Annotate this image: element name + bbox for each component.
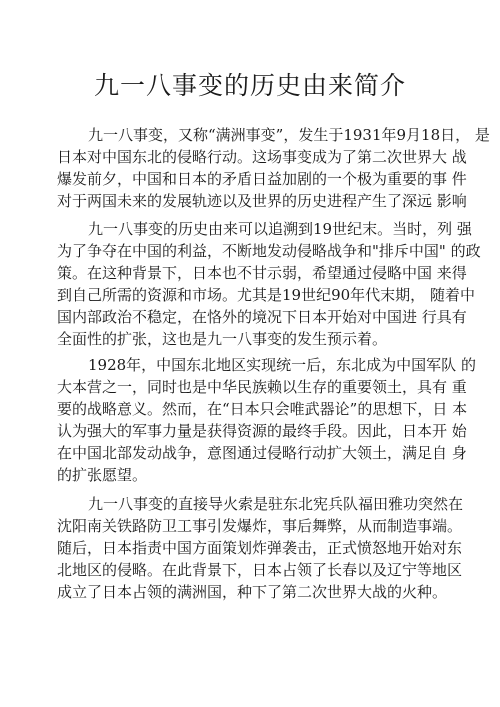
paragraph-line: 北地区的侵略。在此背景下，日本占领了长春以及辽宁等地区 [57, 561, 463, 579]
paragraph-line: 随后，日本指责中国方面策划炸弹袭击，正式愤怒地开始对东 [57, 539, 463, 557]
paragraph-line: 九一八事变的历史由来可以追溯到19世纪末。当时，列 强 [88, 220, 472, 238]
paragraph-line: 策。在这种背景下，日本也不甘示弱，希望通过侵略中国 来得 [57, 264, 467, 282]
paragraph-line: 为了争夺在中国的利益，不断地发动侵略战争和"排斥中国" 的政 [57, 242, 481, 260]
paragraph-line: 成立了日本占领的满洲国，种下了第二次世界大战的火种。 [57, 583, 448, 601]
paragraph-line: 沈阳南关铁路防卫工事引发爆炸，事后舞弊，从而制造事端。 [57, 517, 463, 535]
paragraph-line: 在中国北部发动战争，意图通过侵略行动扩大领土，满足自 身 [57, 444, 467, 462]
paragraph-line: 要的战略意义。然而，在“日本只会唯武器论”的思想下，日 本 [57, 400, 468, 418]
paragraph-4 [57, 493, 464, 603]
paragraph-line: 九一八事变，又称“满洲事变”，发生于1931年9月18日， 是 [88, 126, 490, 144]
paragraph-line: 爆发前夕，中国和日本的矛盾日益加剧的一个极为重要的事 件 [57, 170, 467, 188]
paragraph-line: 全面性的扩张，这也是九一八事变的发生预示着。 [57, 330, 388, 348]
paragraph-line: 九一八事变的直接导火索是驻东北宪兵队福田雅功突然在 [88, 495, 464, 513]
paragraph-line: 认为强大的军事力量是获得资源的最终手段。因此，日本开 始 [57, 422, 467, 440]
paragraph-line: 1928年，中国东北地区实现统一后，东北成为中国军队 的 [88, 356, 476, 374]
paragraph-line: 对于两国未来的发展轨迹以及世界的历史进程产生了深远 影响 [57, 192, 467, 210]
paragraph-2 [57, 218, 481, 350]
paragraph-line: 的扩张愿望。 [57, 466, 148, 484]
page-title: 九一八事变的历史由来简介 [93, 71, 406, 100]
paragraph-line: 到自己所需的资源和市场。尤其是19世纪90年代末期， 随着中 [57, 286, 475, 304]
paragraph-line: 日本对中国东北的侵略行动。这场事变成为了第二次世界大 战 [57, 148, 467, 166]
paragraph-line: 大本营之一，同时也是中华民族赖以生存的重要领土，具有 重 [57, 378, 467, 396]
paragraph-3 [57, 354, 476, 486]
paragraph-1 [57, 124, 490, 212]
paragraph-line: 国内部政治不稳定，在恪外的境况下日本开始对中国进 行具有 [57, 308, 467, 326]
